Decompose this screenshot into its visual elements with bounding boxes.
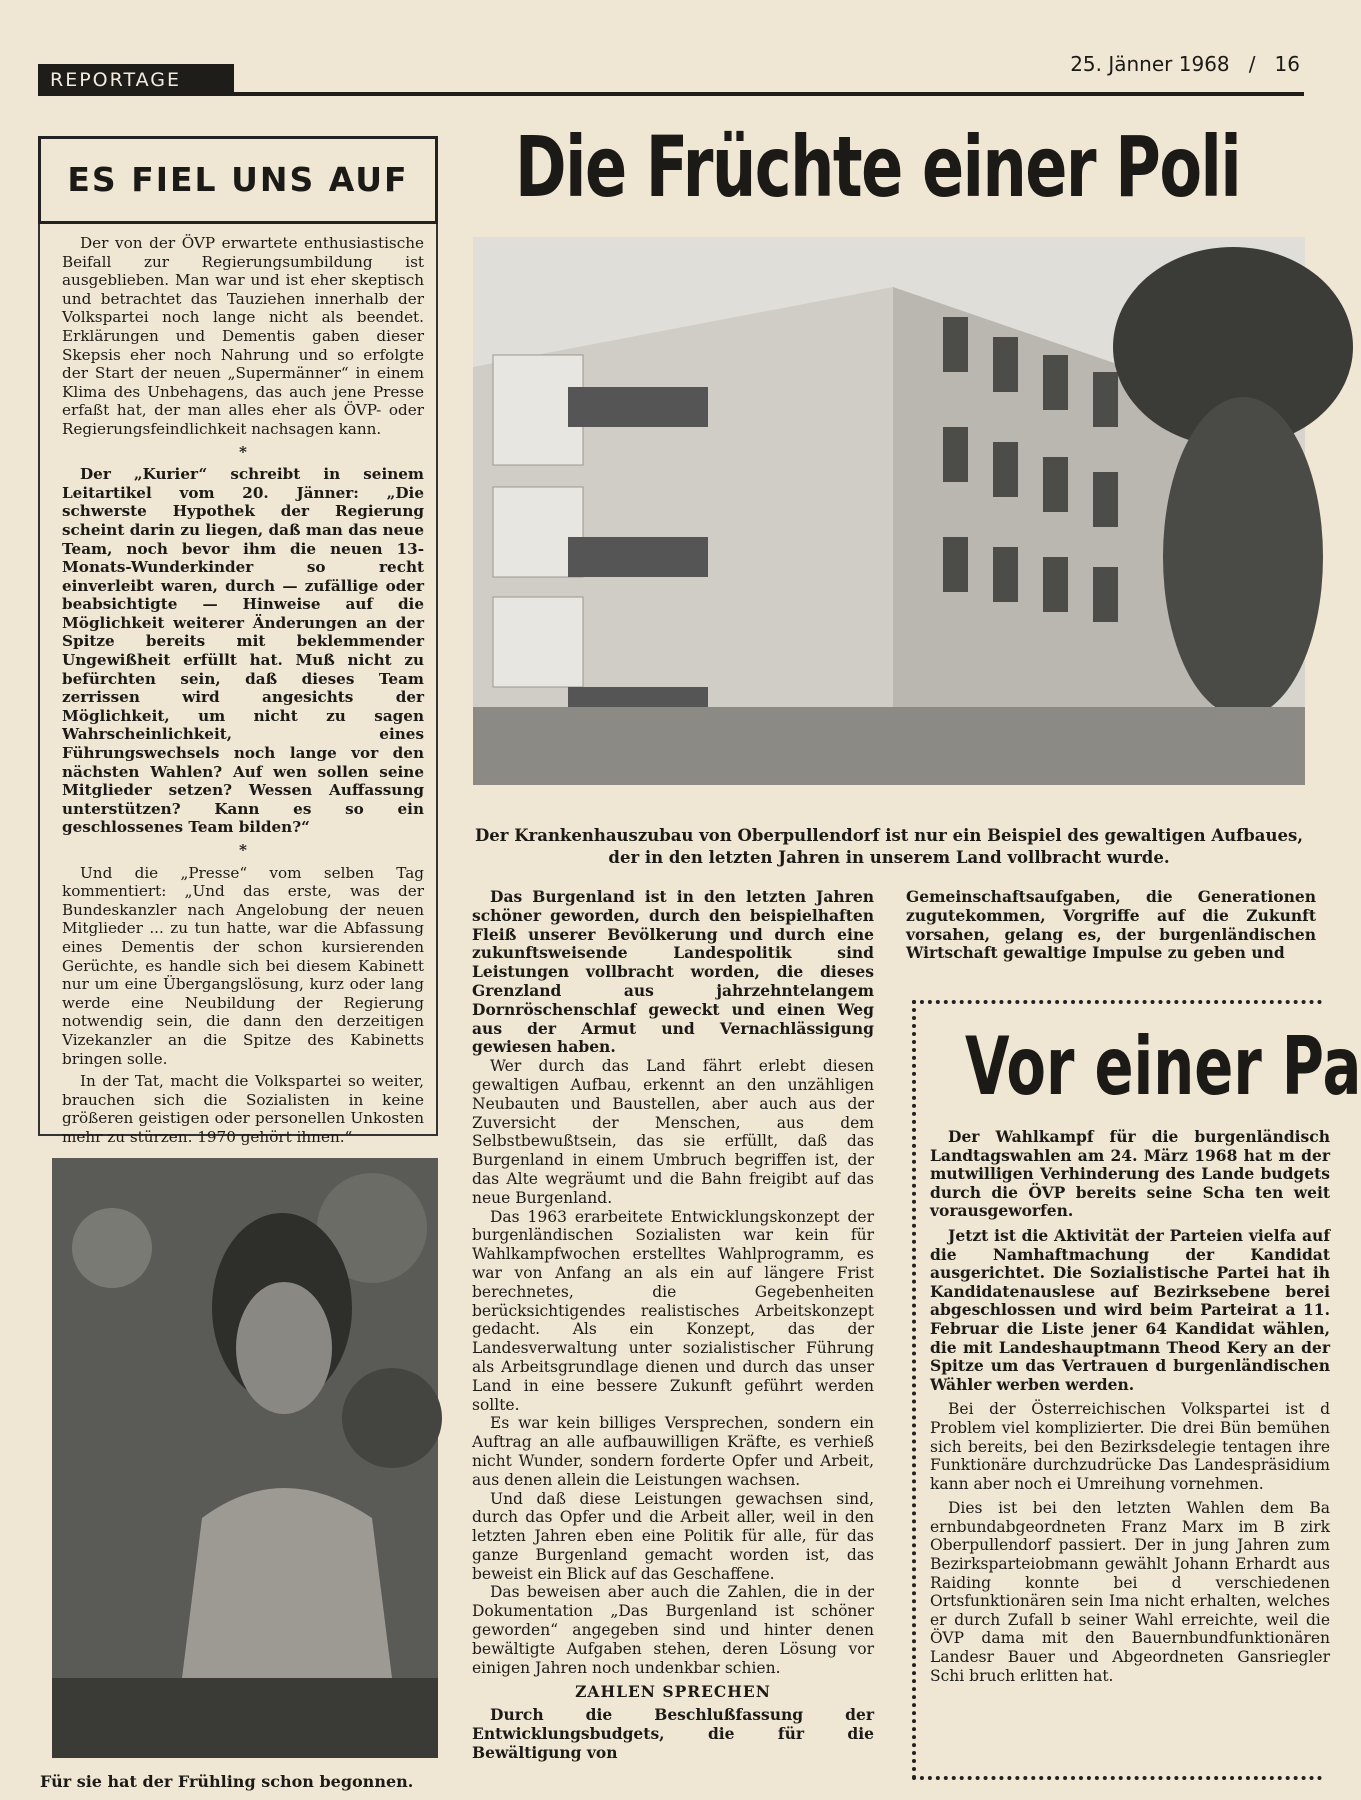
article-paragraph: Und daß diese Leistungen gewachsen sind, durch das Opfer und die Arbeit aller, weil in den letzten Jahren eben eine Politik für alle, für das ganze Burgenland gemacht worden ist, das beweist ein Blick auf das Geschaffene. [472, 1489, 874, 1583]
article-paragraph: Wer durch das Land fährt erlebt diesen gewaltigen Aufbau, erkennt an den unzähligen Neubauten und Baustellen, aber auch aus der Zuversicht der Menschen, aus dem Selbstbewußtsein, das sie erfüllt, daß das Burgenland in einem Umbruch begriffen ist, der das Alte wegräumt und die Bahn freigibt auf das neue Burgenland. [472, 1057, 874, 1207]
building-illustration [473, 237, 1305, 785]
article-subhead: ZAHLEN SPRECHEN [575, 1682, 771, 1702]
sidebar-paragraph: Der „Kurier“ schreibt in seinem Leitartikel vom 20. Jänner: „Die schwerste Hypothek der Regierung scheint darin zu liegen, daß man das neue Team, noch bevor ihm die neuen 13-Monats-Wunderkinder so recht einverleibt waren, durch — zufällige oder beabsichtigte — Hinweise auf die Möglichkeit weiterer Änderungen an der Spitze bereits mit beklemmender Ungewißheit erfüllt hat. Muß nicht zu befürchten sein, daß dieses Team zerrissen wird angesichts der Möglichkeit, um nicht zu sagen Wahrscheinlichkeit, eines Führungswechsels noch lange vor den nächsten Wahlen? Auf wen sollen seine Mitglieder setzen? Wessen Auffassung unterstützen? Kann es so ein geschlossenes Team bilden?“ [62, 465, 424, 837]
article-column-1 [472, 888, 874, 1788]
boxed-paragraph: Bei der Österreichischen Volkspartei ist d Problem viel komplizierter. Die drei Bün bemühen sich bereits, bei den Bezirksdelegie tentagen ihre Funktionäre durchzudrücke Das Landespräsidium kann aber noch ei Umreihung vornehmen. [930, 1400, 1330, 1493]
article-lead: Das Burgenland ist in den letzten Jahren schöner geworden, durch den beispielhaften Fleiß unserer Bevölkerung und durch eine zukunftsweisende Landespolitik sind Leistungen vollbracht worden, die dieses Grenzland aus jahrzehntelangem Dornröschenschlaf geweckt und einen Weg aus der Armut und Vernachlässigung gewiesen haben. [472, 887, 874, 1057]
article-paragraph: Das beweisen aber auch die Zahlen, die in der Dokumentation „Das Burgenland ist schöner geworden“ angegeben sind und hinter denen bewältigte Aufgaben stehen, deren Lösung vor einigen Jahren noch undenkbar schien. [472, 1583, 874, 1677]
boxed-article-text [930, 1128, 1330, 1768]
article-paragraph: Das 1963 erarbeitete Entwicklungskonzept der burgenländischen Sozialisten war kein für Wahlkampfwochen erstelltes Wahlprogramm, es war von Anfang an als ein auf längere Frist berechnetes, die Gegebenheiten berücksichtigendes realistisches Arbeitskonzept gedacht. Als ein Konzept, das der Landesverwaltung unter sozialistischer Führung als Arbeitsgrundlage dienen und durch das unser Land in eine bessere Zukunft geführt werden sollte. [472, 1207, 874, 1414]
sidebar-paragraph: Und die „Presse“ vom selben Tag kommentiert: „Und das erste, was der Bundeskanzler nach Angelobung der neuen Mitglieder ... zu tun hatte, war die Abfassung eines Dementis der schon kursierenden Gerüchte, es handle sich bei diesem Kabinett nur um eine Übergangslösung, kurz oder lang werde eine Neubildung der Regierung notwendig sein, die dann den derzeitigen Vizekanzler an die Spitze des Kabinetts bringen solle. [62, 863, 424, 1068]
date-separator: / [1248, 52, 1256, 76]
boxed-article-headline: Vor einer Pa [965, 1020, 1361, 1113]
article-paragraph: Es war kein billiges Versprechen, sondern ein Auftrag an alle aufbauwilligen Kräfte, es verhieß nicht Wunder, sondern forderte Opfer und Arbeit, aus denen allein die Leistungen wachsen. [472, 1414, 874, 1489]
boxed-paragraph: Der Wahlkampf für die burgenländisch Landtagswahlen am 24. März 1968 hat m der mutwilligen Verhinderung des Lande budgets durch die ÖVP bereits seine Scha ten weit vorausgeworfen. [930, 1127, 1330, 1221]
article-column-2 [906, 888, 1316, 968]
separator-star: * [239, 841, 247, 859]
sidebar-paragraph: In der Tat, macht die Volkspartei so weiter, brauchen sich die Sozialisten in keine größeren geistigen oder personellen Unkosten mehr zu stürzen. 1970 gehört ihnen.“ [62, 1072, 424, 1146]
issue-date: 25. Jänner 1968 [1070, 52, 1230, 76]
sidebar-paragraph: Der von der ÖVP erwartete enthusiastische Beifall zur Regierungsumbildung ist ausgeblieben. Man war und ist eher skeptisch und betrachtet das Tauziehen innerhalb der Volkspartei noch lange nicht als beendet. Erklärungen und Dementis gaben dieser Skepsis eher noch Nahrung und so erfolgte der Start der neuen „Supermänner“ in einem Klima des Unbehagens, das auch jene Presse erfaßt hat, der man alles eher als ÖVP- oder Regierungsfeindlichkeit nachsagen kann. [62, 234, 424, 438]
sidebar-text [62, 234, 424, 1151]
date-line [1000, 52, 1300, 76]
boxed-paragraph: Dies ist bei den letzten Wahlen dem Ba ernbundabgeordneten Franz Marx im B zirk Oberpullendorf passiert. Der in jung Jahren zum Bezirksparteiobmann gewählt Johann Erhardt aus Raiding konnte bei d verschiedenen Ortsfunktionären sein Ima nicht erhalten, welches er durch Zufall b seiner Wahl erreichte, weil die ÖVP dama mit den Bauernbundfunktionären Landesr Bauer und Abgeordneten Gansriegler Schi bruch erlitten hat. [930, 1499, 1330, 1685]
building-photo-caption: Der Krankenhauszubau von Oberpullendorf ist nur ein Beispiel des gewaltigen Aufbaues, der in den letzten Jahren in unserem Land vollbracht wurde. [474, 826, 1304, 867]
spring-woman-photo [52, 1158, 438, 1758]
article-paragraph: Durch die Beschlußfassung der Entwicklungsbudgets, die für die Bewältigung von [472, 1705, 874, 1762]
woman-illustration [52, 1158, 438, 1758]
article-paragraph: Gemeinschaftsaufgaben, die Generationen zugutekommen, Vorgriffe auf die Zukunft vorsahen, gelang es, der burgenländischen Wirtschaft gewaltige Impulse zu geben und [906, 887, 1316, 963]
separator-star: * [239, 442, 247, 461]
main-headline: Die Früchte einer Poli [515, 118, 1241, 216]
sidebar-title: ES FIEL UNS AUF [38, 136, 438, 224]
boxed-paragraph: Jetzt ist die Aktivität der Parteien vielfa auf die Namhaftmachung der Kandidat ausgerichtet. Die Sozialistische Partei hat ih Kandidatenauslese auf Bezirksebene berei abgeschlossen und wird beim Parteirat a 11. Februar die Liste jener 64 Kandidat wählen, die mit Landeshauptmann Theod Kery an der Spitze um das Vertrauen d burgenländischen Wähler werben werden. [930, 1225, 1330, 1394]
page-number: 16 [1274, 52, 1300, 76]
section-label: REPORTAGE [38, 64, 234, 96]
hospital-building-photo [473, 237, 1305, 785]
header-rule [234, 92, 1304, 96]
woman-photo-caption: Für sie hat der Frühling schon begonnen. [40, 1772, 414, 1791]
